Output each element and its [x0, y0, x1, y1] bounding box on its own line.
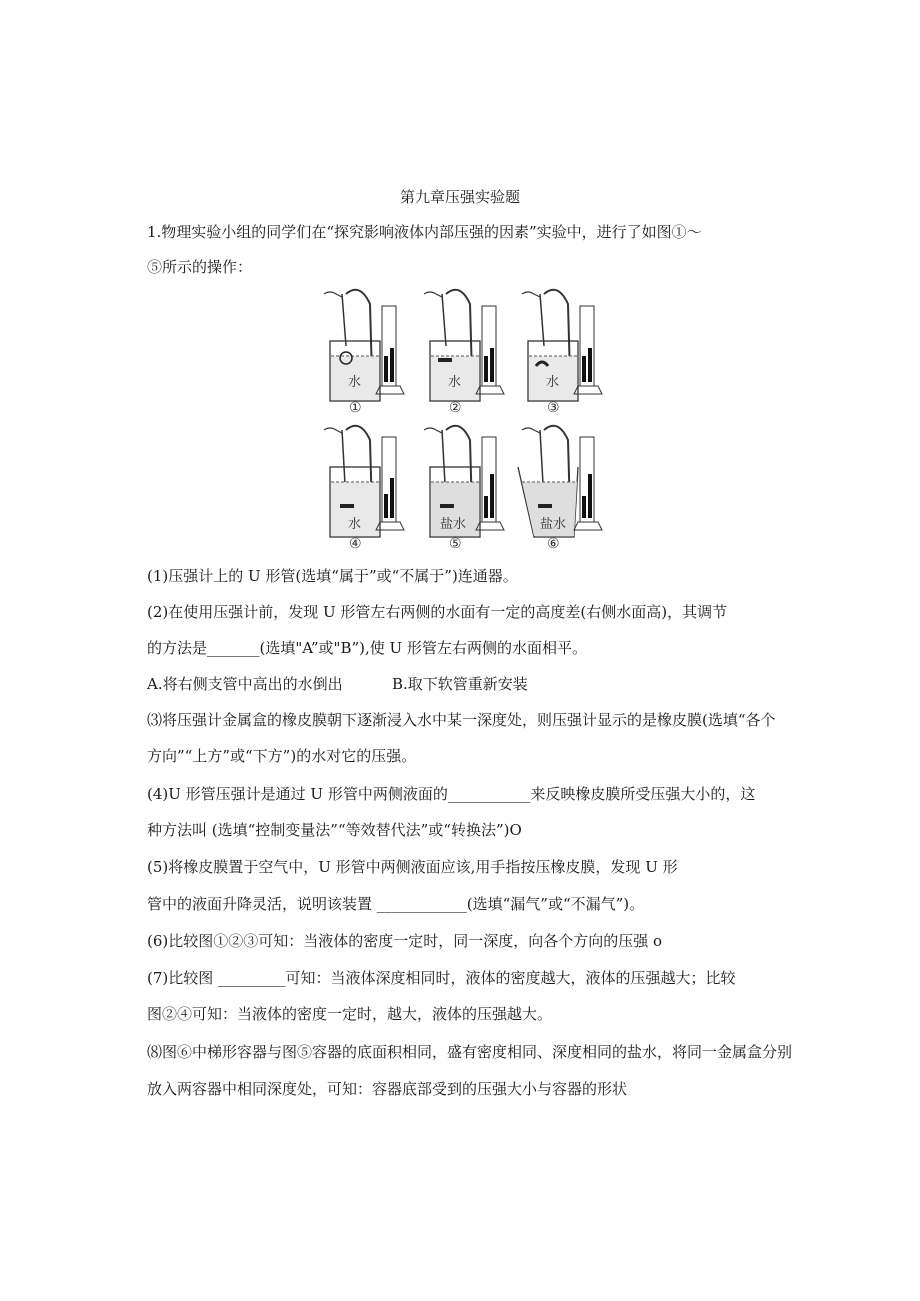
panel-5-liquid: 盐水: [440, 517, 467, 532]
option-a: A.将右侧支管中高出的水倒出: [147, 675, 343, 693]
subquestion-7-line1: (7)比较图 _________可知：当液体深度相同时，液体的密度越大，液体的压强越大；比较: [147, 969, 736, 987]
panel-5-label: ⑤: [449, 536, 462, 552]
subquestion-4-line1: (4)U 形管压强计是通过 U 形管中两侧液面的___________来反映橡皮膜所受压强大小的，这: [147, 785, 756, 803]
subquestion-8-line2: 放入两容器中相同深度处，可知：容器底部受到的压强大小与容器的形状: [147, 1080, 628, 1098]
panel-1-label: ①: [349, 400, 362, 416]
panel-6-label: ⑥: [547, 536, 560, 552]
panel-2-liquid: 水: [448, 375, 462, 390]
question-intro-line1: 1.物理实验小组的同学们在“探究影响液体内部压强的因素”实验中，进行了如图①～: [147, 223, 702, 241]
panel-4-label: ④: [349, 536, 362, 552]
panel-3: [514, 286, 606, 416]
panel-4: [316, 422, 408, 552]
subquestion-6: (6)比较图①②③可知：当液体的密度一定时，同一深度，向各个方向的压强 o: [147, 932, 663, 950]
subquestion-8-line1: ⑻图⑥中梯形容器与图⑤容器的底面积相同，盛有密度相同、深度相同的盐水，将同一金属盒分别: [147, 1043, 793, 1061]
option-b: B.取下软管重新安装: [392, 675, 528, 693]
panel-3-liquid: 水: [546, 375, 560, 390]
subquestion-1: (1)压强计上的 U 形管(选填“属于”或“不属于”)连通器。: [147, 567, 518, 585]
panel-5: [416, 422, 508, 552]
panel-2-label: ②: [449, 400, 462, 416]
panel-1-liquid: 水: [348, 375, 362, 390]
subquestion-3-line2: 方向”“上方”或“下方”)的水对它的压强。: [147, 747, 417, 765]
subquestion-7-line2: 图②④可知：当液体的密度一定时，越大，液体的压强越大。: [147, 1005, 553, 1023]
panel-3-label: ③: [547, 400, 560, 416]
subquestion-3-line1: ⑶将压强计金属盒的橡皮膜朝下逐渐浸入水中某一深度处，则压强计显示的是橡皮膜(选填“各个: [147, 711, 776, 729]
subquestion-4-line2: 种方法叫 (选填“控制变量法”“等效替代法”或“转换法”)O: [147, 821, 522, 839]
panel-1: [316, 286, 408, 416]
subquestion-2-line2: 的方法是_______(选填"A”或"B”),使 U 形管左右两侧的水面相平。: [147, 639, 587, 657]
panel-6: [514, 422, 606, 552]
subquestion-2-line1: (2)在使用压强计前，发现 U 形管左右两侧的水面有一定的高度差(右侧水面高)，其调节: [147, 603, 728, 621]
panel-6-liquid: 盐水: [540, 517, 567, 532]
subquestion-5-line1: (5)将橡皮膜置于空气中，U 形管中两侧液面应该,用手指按压橡皮膜，发现 U 形: [147, 858, 678, 876]
panel-4-liquid: 水: [348, 517, 362, 532]
question-intro-line2: ⑤所示的操作：: [147, 258, 253, 276]
panel-2: [416, 286, 508, 416]
experiment-figure: [316, 286, 606, 552]
subquestion-5-line2: 管中的液面升降灵活，说明该装置 ____________(选填“漏气”或“不漏气”)。: [147, 895, 645, 913]
page-title: 第九章压强实验题: [399, 188, 520, 206]
